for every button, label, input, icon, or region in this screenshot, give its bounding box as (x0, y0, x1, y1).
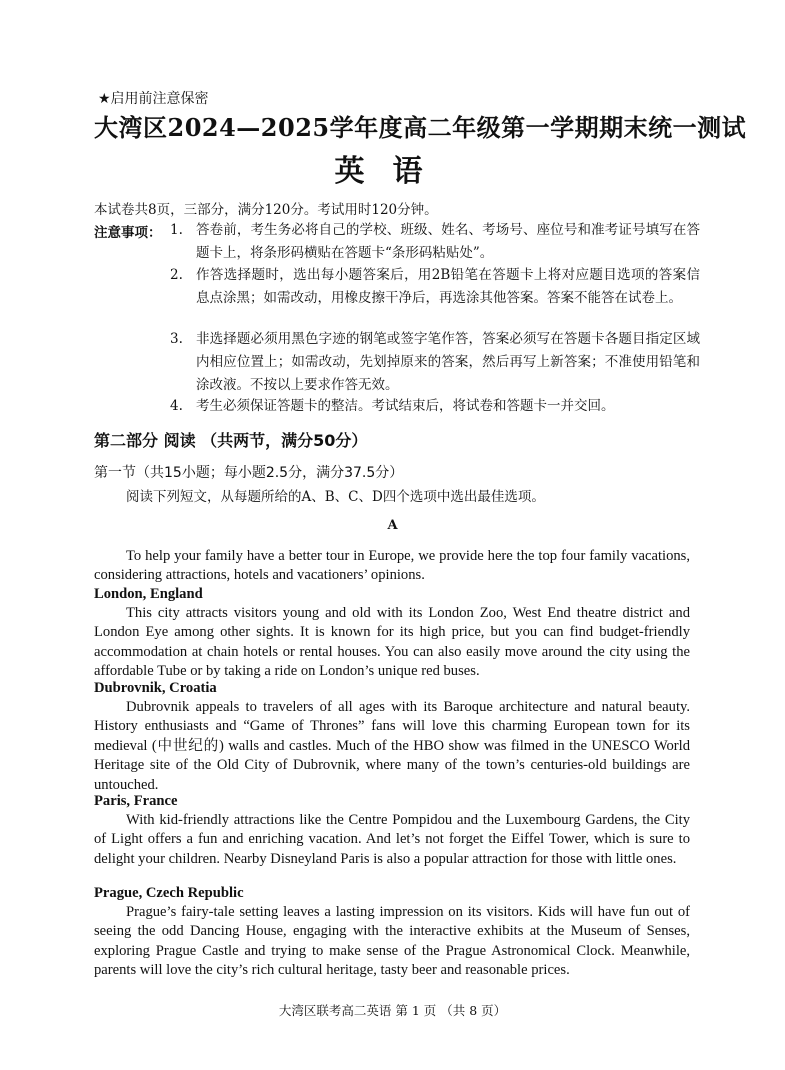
confidential-notice: ★启用前注意保密 (98, 91, 209, 107)
note-item (170, 264, 700, 310)
note-text: 考生必须保证答题卡的整洁。考试结束后，将试卷和答题卡一并交回。 (196, 398, 615, 414)
passage-label: A (387, 518, 398, 533)
note-text: 答卷前，考生务必将自己的学校、班级、姓名、考场号、座位号和准考证号填写在答题卡上，将条形码横贴在答题卡“条形码粘贴处”。 (196, 222, 700, 261)
notes-label: 注意事项： (94, 225, 162, 241)
page-footer: 大湾区联考高二英语 第 1 页 （共 8 页） (278, 1003, 507, 1018)
section-instruction: 阅读下列短文，从每题所给的A、B、C、D四个选项中选出最佳选项。 (126, 489, 545, 505)
note-number: 4. (170, 398, 183, 414)
city-paragraph: Prague’s fairy-tale setting leaves a lasting impression on its visitors. Kids will have fun out of seeing the odd Dancing House, engaging with the interactive exhibits at the Museum of Senses, exploring Prague Castle and trying to make sense of the Prague Astronomical Clock. Meanwhile, parents will love the city’s rich cultural heritage, tasty beer and reasonable prices. (94, 904, 690, 979)
subject-title: 英语 (334, 154, 451, 189)
city-heading: London, England (94, 586, 203, 602)
city-heading: Dubrovnik, Croatia (94, 680, 217, 696)
city-heading: Paris, France (94, 793, 178, 809)
passage-intro: To help your family have a better tour in Europe, we provide here the top four family vacations, considering attractions, hotels and vacationers’ opinions. (94, 548, 690, 584)
note-number: 2. (170, 267, 183, 283)
note-number: 3. (170, 331, 183, 347)
note-text: 作答选择题时，选出每小题答案后，用2B铅笔在答题卡上将对应题目选项的答案信息点涂黑；如需改动，用橡皮擦干净后，再选涂其他答案。答案不能答在试卷上。 (196, 267, 700, 306)
city-paragraph: This city attracts visitors young and old with its London Zoo, West End theatre district and London Eye among other sights. It is known for its high price, but you can find budget-friendly accommodation at chain hotels or rental houses. You can also easily move around the city using the affordable Tube or by taking a ride on London’s unique red buses. (94, 605, 690, 680)
exam-intro: 本试卷共8页，三部分，满分120分。考试用时120分钟。 (94, 202, 438, 218)
note-item (170, 219, 700, 265)
note-text: 非选择题必须用黑色字迹的钢笔或签字笔作答，答案必须写在答题卡各题目指定区域内相应位置上；如需改动，先划掉原来的答案，然后再写上新答案；不准使用铅笔和涂改液。不按以上要求作答无效。 (196, 331, 700, 393)
exam-title: 大湾区2024—2025学年度高二年级第一学期期末统一测试 (94, 113, 747, 142)
city-heading: Prague, Czech Republic (94, 885, 244, 901)
note-number: 1. (170, 222, 183, 238)
city-paragraph: Dubrovnik appeals to travelers of all ages with its Baroque architecture and natural beauty. History enthusiasts and “Game of Thrones” fans will love this charming European town for its medieval (中世纪的) walls and castles. Much of the HBO show was filmed in the UNESCO World Heritage site of the Old City of Dubrovnik, where many of the town’s centuries-old buildings are untouched. (94, 699, 690, 793)
note-item (170, 328, 700, 397)
note-item (170, 395, 700, 418)
part-heading: 第二部分 阅读 （共两节，满分50分） (94, 431, 368, 450)
city-paragraph: With kid-friendly attractions like the Centre Pompidou and the Luxembourg Gardens, the City of Light offers a fun and enriching vacation. And let’s not forget the Eiffel Tower, which is sure to delight your children. Nearby Disneyland Paris is also a popular attraction for those with little ones. (94, 812, 690, 867)
section-heading: 第一节（共15小题；每小题2.5分，满分37.5分） (94, 465, 404, 481)
